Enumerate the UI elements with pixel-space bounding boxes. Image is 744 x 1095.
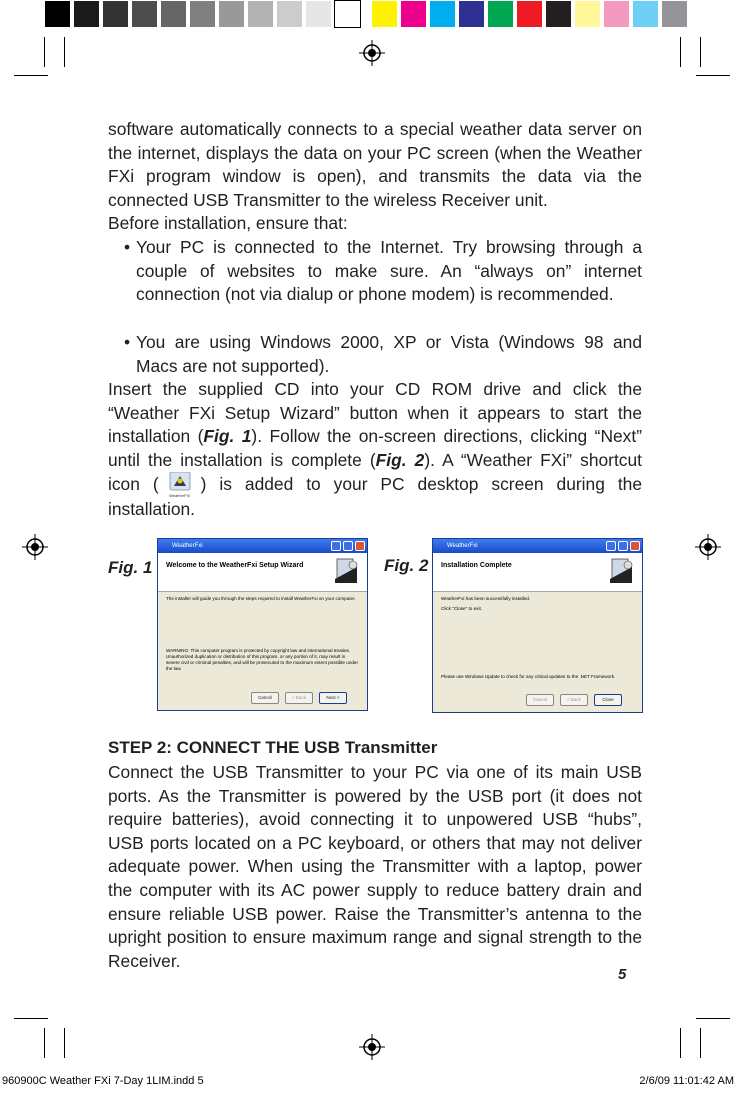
fig2-reference: Fig. 2 (375, 449, 425, 470)
file-timestamp: 2/6/09 11:01:42 AM (639, 1075, 734, 1087)
crop-mark (696, 75, 730, 76)
install-text: Insert the supplied CD into your CD ROM drive and click the “Weather FXi Setup Wizard” button when it appears to start the installation ( (108, 379, 642, 447)
color-swatch (400, 0, 427, 28)
requirement-item-internet (124, 236, 642, 307)
before-install-text: Before installation, ensure that: (108, 213, 348, 233)
print-color-bar (44, 0, 690, 31)
color-bar-gap (363, 0, 371, 31)
wizard-intro-text: The installer will guide you through the steps required to install WeatherFxi on your computer. (166, 596, 356, 601)
minimize-icon[interactable] (331, 541, 341, 551)
color-swatch (487, 0, 514, 28)
crop-mark (680, 37, 681, 67)
step2-paragraph: Connect the USB Transmitter to your PC via one of its main USB ports. As the Transmitter is powered by the USB port (it does not require batteries), avoid connecting it to unpowered USB “hubs”, USB ports located on a PC keyboard, or others that may not deliver adequate power. When using the Transmitter with a laptop, power the computer with its AC power supply to reduce battery drain and ensure reliable USB power. Raise the Transmitter’s antenna to the upright position to ensure maximum range and signal strength to the Receiver. (108, 762, 642, 971)
wizard-body (433, 592, 642, 684)
color-swatch (429, 0, 456, 28)
shortcut-caption: WeatherFXi (169, 493, 191, 499)
color-swatch (44, 0, 71, 28)
wizard-title: Installation Complete (441, 562, 512, 569)
color-swatch (73, 0, 100, 28)
cancel-button[interactable]: Cancel (251, 692, 279, 704)
fig2-label: Fig. 2 (384, 556, 429, 575)
crop-mark (696, 1018, 730, 1019)
color-swatch (247, 0, 274, 28)
color-swatch (371, 0, 398, 28)
window-title: WeatherFxi (447, 543, 478, 549)
install-text: ). Follow the on-screen directions, clicking “Next” until the installation is complete ( (108, 426, 643, 470)
intro-text: software automatically connects to a special weather data server on the internet, displays the data on your PC screen (when the Weather FXi program window is open), and transmits the data via the connected USB Transmitter to the wireless Receiver unit. (108, 119, 642, 210)
file-info: 960900C Weather FXi 7-Day 1LIM.indd 5 (2, 1075, 204, 1087)
registration-mark-icon (359, 40, 385, 66)
wizard-body (158, 592, 367, 676)
color-swatch (189, 0, 216, 28)
crop-mark (700, 1028, 701, 1058)
setup-logo-icon (608, 557, 634, 585)
color-swatch (661, 0, 688, 28)
crop-mark (44, 1028, 45, 1058)
wizard-header (158, 553, 367, 592)
install-text: ). A “Weather FXi” shortcut icon ( (108, 449, 642, 495)
crop-mark (64, 1028, 65, 1058)
color-swatch (516, 0, 543, 28)
close-instruction-text: Click "Close" to exit. (441, 606, 483, 611)
bullet-dot: • (124, 237, 131, 257)
crop-mark (680, 1028, 681, 1058)
window-titlebar (158, 539, 367, 553)
step2-heading: STEP 2: CONNECT THE USB Transmitter (108, 738, 438, 757)
wizard-header (433, 553, 642, 592)
registration-mark-icon (22, 534, 48, 560)
windows-update-text: Please use Windows Update to check for any critical updates to the .NET Framework. (441, 674, 616, 679)
close-icon[interactable] (630, 541, 640, 551)
weatherfxi-shortcut-icon (162, 472, 198, 498)
copyright-warning-text: WARNING: This computer program is protected by copyright law and international treaties. Unauthorized duplication or distribution of this program, or any portion of it, may result in severe civil or criminal penalties, and will be prosecuted to the maximum extent possible under the law. (166, 648, 359, 671)
page-number: 5 (618, 966, 627, 983)
fig1-label: Fig. 1 (108, 558, 153, 577)
crop-mark (14, 75, 48, 76)
registration-mark-icon (695, 534, 721, 560)
wizard-title: Welcome to the WeatherFxi Setup Wizard (166, 562, 304, 569)
cancel-button[interactable]: Cancel (526, 694, 554, 706)
color-swatch (276, 0, 303, 28)
color-swatch (131, 0, 158, 28)
color-swatch (305, 0, 332, 28)
install-success-text: WeatherFxi has been successfully installed. (441, 596, 531, 601)
crop-mark (700, 37, 701, 67)
requirement-item-os (124, 331, 642, 378)
crop-mark (44, 37, 45, 67)
setup-wizard-window (157, 538, 368, 711)
color-swatch (632, 0, 659, 28)
maximize-icon[interactable] (618, 541, 628, 551)
color-swatch (218, 0, 245, 28)
setup-logo-icon (333, 557, 359, 585)
requirement-text: You are using Windows 2000, XP or Vista (Windows 98 and Macs are not supported). (136, 332, 642, 376)
requirement-text: Your PC is connected to the Internet. Try browsing through a couple of websites to make sure. An “always on” internet connection (not via dialup or phone modem) is recommended. (136, 237, 642, 305)
intro-paragraph (108, 118, 642, 212)
next-button[interactable]: Next > (319, 692, 347, 704)
close-icon[interactable] (355, 541, 365, 551)
maximize-icon[interactable] (343, 541, 353, 551)
crop-mark (14, 1018, 48, 1019)
install-text: ) is added to your PC desktop screen during the installation. (108, 474, 643, 520)
minimize-icon[interactable] (606, 541, 616, 551)
color-swatch (603, 0, 630, 28)
crop-mark (64, 37, 65, 67)
color-swatch (334, 0, 361, 28)
window-title: WeatherFxi (172, 543, 203, 549)
color-swatch (458, 0, 485, 28)
color-swatch (102, 0, 129, 28)
registration-mark-icon (359, 1034, 385, 1060)
bullet-dot: • (124, 332, 131, 352)
color-swatch (574, 0, 601, 28)
install-paragraph (108, 378, 642, 522)
install-complete-window (432, 538, 643, 713)
color-swatch (160, 0, 187, 28)
window-titlebar (433, 539, 642, 553)
color-swatch (545, 0, 572, 28)
back-button[interactable]: < Back (285, 692, 313, 704)
close-button[interactable]: Close (594, 694, 622, 706)
back-button[interactable]: < Back (560, 694, 588, 706)
fig1-reference: Fig. 1 (203, 426, 252, 447)
